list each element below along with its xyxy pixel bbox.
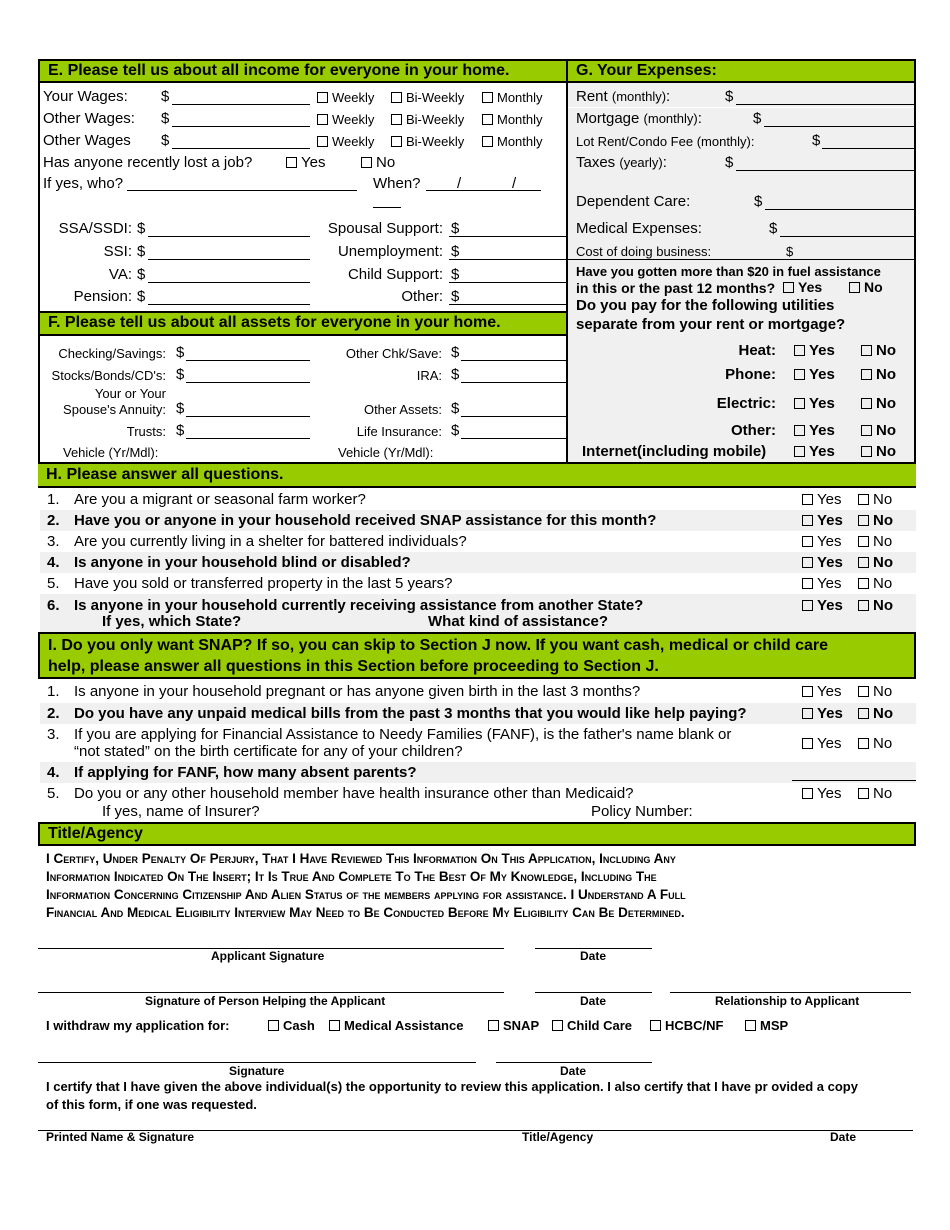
mortgage-field[interactable] bbox=[764, 126, 914, 127]
other-assets-field[interactable] bbox=[461, 416, 566, 417]
biweekly-checkbox[interactable] bbox=[391, 114, 402, 125]
heat-yes-checkbox[interactable] bbox=[794, 345, 805, 356]
when-field[interactable] bbox=[426, 190, 541, 191]
withdraw-cash-checkbox[interactable] bbox=[268, 1020, 279, 1031]
h3-yes-checkbox[interactable] bbox=[802, 536, 813, 547]
your-wages-label: Your Wages: bbox=[43, 88, 128, 105]
lost-job-yes-checkbox[interactable] bbox=[286, 157, 297, 168]
if-yes-who-label: If yes, who? bbox=[43, 175, 124, 192]
fuel-no-checkbox[interactable] bbox=[849, 282, 860, 293]
withdraw-hcbc-checkbox[interactable] bbox=[650, 1020, 661, 1031]
withdraw-msp-checkbox[interactable] bbox=[745, 1020, 756, 1031]
other-wages-2-field[interactable] bbox=[172, 148, 310, 149]
other-util-no-checkbox[interactable] bbox=[861, 425, 872, 436]
worker-certification: I certify that I have given the above individual(s) the opportunity to review this application. I also certify that I have pr ovided a copy of this form, if one was requested. bbox=[46, 1079, 858, 1112]
lost-job-no-checkbox[interactable] bbox=[361, 157, 372, 168]
withdraw-date-line[interactable] bbox=[496, 1062, 652, 1063]
section-g-header: G. Your Expenses: bbox=[568, 61, 914, 81]
h2-yes-checkbox[interactable] bbox=[802, 515, 813, 526]
biweekly-checkbox[interactable] bbox=[391, 92, 402, 103]
electric-no-checkbox[interactable] bbox=[861, 398, 872, 409]
withdraw-snap-checkbox[interactable] bbox=[488, 1020, 499, 1031]
lost-job-label: Has anyone recently lost a job? bbox=[43, 154, 253, 171]
section-e-header: E. Please tell us about all income for everyone in your home. bbox=[40, 61, 566, 81]
monthly-checkbox[interactable] bbox=[482, 114, 493, 125]
trusts-field[interactable] bbox=[186, 438, 310, 439]
section-h-header: H. Please answer all questions. bbox=[38, 464, 916, 486]
heat-no-checkbox[interactable] bbox=[861, 345, 872, 356]
other-wages-label: Other Wages: bbox=[43, 110, 135, 127]
weekly-checkbox[interactable] bbox=[317, 136, 328, 147]
ssa-field[interactable] bbox=[148, 236, 310, 237]
i1-no-checkbox[interactable] bbox=[858, 686, 869, 697]
i5-no-checkbox[interactable] bbox=[858, 788, 869, 799]
other-wages-field[interactable] bbox=[172, 126, 310, 127]
h1-no-checkbox[interactable] bbox=[858, 494, 869, 505]
h3-no-checkbox[interactable] bbox=[858, 536, 869, 547]
withdraw-child-care-checkbox[interactable] bbox=[552, 1020, 563, 1031]
helper-signature-line[interactable] bbox=[38, 992, 504, 993]
section-j-header: Title/Agency bbox=[40, 824, 914, 844]
h5-no-checkbox[interactable] bbox=[858, 578, 869, 589]
absent-parents-field[interactable] bbox=[792, 780, 916, 781]
electric-yes-checkbox[interactable] bbox=[794, 398, 805, 409]
child-support-field[interactable] bbox=[449, 282, 566, 283]
weekly-checkbox[interactable] bbox=[317, 114, 328, 125]
i1-yes-checkbox[interactable] bbox=[802, 686, 813, 697]
h2-no-checkbox[interactable] bbox=[858, 515, 869, 526]
certification-text: I Certify, Under Penalty Of Perjury, That I Have Reviewed This Information On This Application, Including Any Information Indicated On The Insert; It Is True And Complete To The Best Of My Knowledge, Including The Information Concerning Citizenship And Alien Status of the members applying for assistance. I Understand A Full Financial And Medical Eligibility Interview May Need to Be Conducted Before My Eligibility Can Be Determined. bbox=[46, 851, 686, 920]
other-chk-field[interactable] bbox=[461, 360, 566, 361]
i2-yes-checkbox[interactable] bbox=[802, 708, 813, 719]
stocks-field[interactable] bbox=[186, 382, 310, 383]
spousal-support-field[interactable] bbox=[449, 236, 566, 237]
section-f-header: F. Please tell us about all assets for everyone in your home. bbox=[40, 313, 566, 334]
phone-no-checkbox[interactable] bbox=[861, 369, 872, 380]
internet-no-checkbox[interactable] bbox=[861, 446, 872, 457]
other-wages-2-label: Other Wages bbox=[43, 132, 131, 149]
phone-yes-checkbox[interactable] bbox=[794, 369, 805, 380]
h6-no-checkbox[interactable] bbox=[858, 600, 869, 611]
helper-date-line[interactable] bbox=[535, 992, 652, 993]
who-field[interactable] bbox=[127, 190, 357, 191]
h5-yes-checkbox[interactable] bbox=[802, 578, 813, 589]
biweekly-checkbox[interactable] bbox=[391, 136, 402, 147]
checking-field[interactable] bbox=[186, 360, 310, 361]
h1-yes-checkbox[interactable] bbox=[802, 494, 813, 505]
other-income-field[interactable] bbox=[449, 304, 566, 305]
internet-yes-checkbox[interactable] bbox=[794, 446, 805, 457]
annuity-field[interactable] bbox=[186, 416, 310, 417]
weekly-checkbox[interactable] bbox=[317, 92, 328, 103]
taxes-field[interactable] bbox=[736, 170, 914, 171]
i3-no-checkbox[interactable] bbox=[858, 738, 869, 749]
lot-rent-field[interactable] bbox=[822, 148, 914, 149]
va-field[interactable] bbox=[148, 282, 310, 283]
pension-field[interactable] bbox=[148, 304, 310, 305]
h4-yes-checkbox[interactable] bbox=[802, 557, 813, 568]
dependent-care-field[interactable] bbox=[765, 209, 914, 210]
h4-no-checkbox[interactable] bbox=[858, 557, 869, 568]
i3-yes-checkbox[interactable] bbox=[802, 738, 813, 749]
fuel-yes-checkbox[interactable] bbox=[783, 282, 794, 293]
when-label: When? bbox=[373, 175, 421, 192]
withdraw-signature-line[interactable] bbox=[38, 1062, 476, 1063]
h6-yes-checkbox[interactable] bbox=[802, 600, 813, 611]
section-i-header: I. Do you only want SNAP? If so, you can skip to Section J now. If you want cash, medical or child care help, please answer all questions in this Section before proceeding to Section J. bbox=[40, 634, 914, 677]
ssi-field[interactable] bbox=[148, 259, 310, 260]
monthly-checkbox[interactable] bbox=[482, 92, 493, 103]
withdraw-medical-checkbox[interactable] bbox=[329, 1020, 340, 1031]
i5-yes-checkbox[interactable] bbox=[802, 788, 813, 799]
other-util-yes-checkbox[interactable] bbox=[794, 425, 805, 436]
life-insurance-field[interactable] bbox=[461, 438, 566, 439]
ira-field[interactable] bbox=[461, 382, 566, 383]
medical-expenses-field[interactable] bbox=[780, 236, 914, 237]
unemployment-field[interactable] bbox=[449, 259, 566, 260]
your-wages-field[interactable] bbox=[172, 104, 310, 105]
i2-no-checkbox[interactable] bbox=[858, 708, 869, 719]
rent-field[interactable] bbox=[736, 104, 914, 105]
monthly-checkbox[interactable] bbox=[482, 136, 493, 147]
relationship-line[interactable] bbox=[670, 992, 911, 993]
